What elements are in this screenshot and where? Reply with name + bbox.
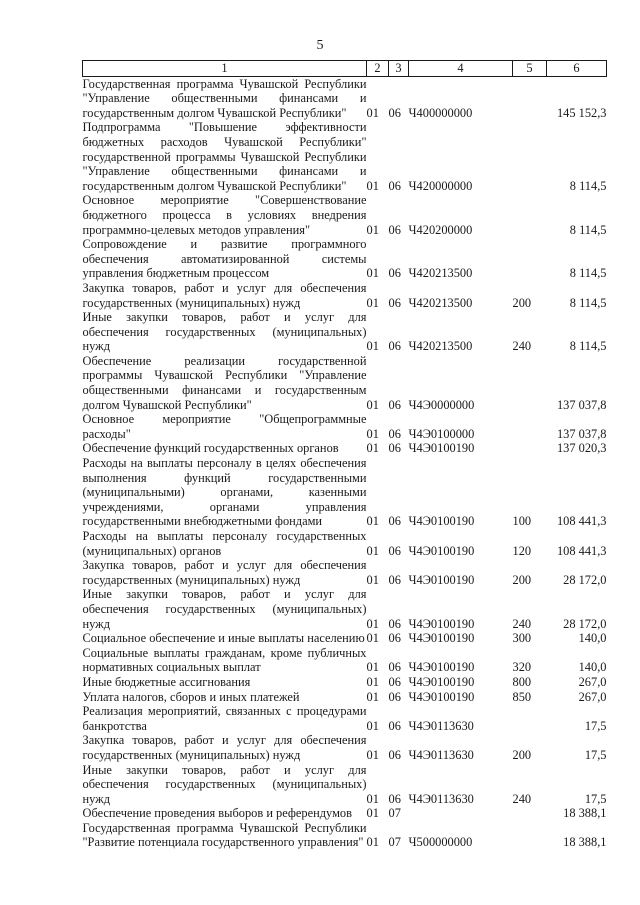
row-expense-type-cell (513, 76, 547, 120)
row-section-cell: 01 (366, 747, 379, 762)
row-expense-type-cell: 300 (512, 631, 532, 646)
table-row (83, 412, 607, 441)
table-row (83, 354, 607, 412)
table-row (83, 631, 607, 646)
row-name-cell: Закупка товаров, работ и услуг для обеспечения государственных (муниципальных) нужд (82, 733, 367, 762)
table-row (83, 529, 607, 558)
row-section-cell: 01 (366, 295, 379, 310)
row-amount-cell: 140,0 (578, 631, 607, 646)
row-name-cell: Социальные выплаты гражданам, кроме публичных нормативных социальных выплат (82, 645, 367, 675)
table-row (83, 76, 607, 120)
row-expense-type-cell (513, 704, 547, 733)
table-row (83, 806, 607, 821)
row-subsection-cell: 06 (388, 514, 401, 529)
row-subsection-cell: 06 (388, 631, 401, 646)
row-subsection-cell: 07 (388, 835, 401, 850)
row-name-cell: Иные закупки товаров, работ и услуг для обеспечения государственных (муниципальных) нужд (82, 762, 367, 806)
table-row (83, 675, 607, 690)
table-row (83, 441, 607, 456)
row-subsection-cell: 06 (388, 572, 401, 587)
column-header-6: 6 (547, 61, 607, 77)
row-expense-type-cell: 100 (512, 514, 532, 529)
table-row (83, 763, 607, 807)
row-subsection-cell: 06 (388, 222, 401, 237)
table-row (83, 281, 607, 310)
row-name-cell: Социальное обеспечение и иные выплаты населению (82, 631, 365, 646)
row-section-cell: 01 (366, 835, 379, 850)
row-amount-cell: 8 114,5 (569, 339, 607, 354)
row-amount-cell: 267,0 (578, 689, 607, 704)
row-expense-type-cell: 240 (512, 339, 532, 354)
row-subsection-cell: 06 (388, 397, 401, 412)
row-target-article-cell: Ч4Э0100190 (408, 543, 475, 558)
row-expense-type-cell (513, 806, 547, 821)
row-expense-type-cell: 120 (512, 543, 532, 558)
row-target-article-cell: Ч4Э0100190 (408, 674, 475, 689)
row-expense-type-cell: 200 (512, 572, 532, 587)
budget-table (82, 60, 607, 850)
row-amount-cell: 8 114,5 (569, 222, 607, 237)
table-header-row (83, 61, 607, 77)
row-section-cell: 01 (366, 689, 379, 704)
row-section-cell: 01 (366, 397, 379, 412)
row-subsection-cell: 06 (388, 616, 401, 631)
row-section-cell: 01 (366, 631, 379, 646)
row-target-article-cell: Ч4Э0100190 (408, 572, 475, 587)
row-amount-cell: 18 388,1 (563, 806, 607, 821)
row-expense-type-cell: 200 (512, 295, 532, 310)
row-expense-type-cell (513, 237, 547, 281)
row-name-cell: Уплата налогов, сборов и иных платежей (82, 689, 300, 704)
row-section-cell: 01 (366, 572, 379, 587)
table-row (83, 120, 607, 193)
row-amount-cell: 8 114,5 (569, 295, 607, 310)
column-header-3: 3 (389, 61, 409, 77)
page-number: 5 (316, 38, 324, 53)
row-name-cell: Иные закупки товаров, работ и услуг для обеспечения государственных (муниципальных) нужд (82, 587, 367, 631)
table-row (83, 704, 607, 733)
table-row (83, 456, 607, 529)
row-amount-cell: 137 037,8 (556, 426, 607, 441)
row-expense-type-cell (513, 412, 547, 441)
row-amount-cell: 145 152,3 (556, 105, 607, 120)
row-amount-cell: 18 388,1 (563, 835, 607, 850)
table-row (83, 821, 607, 850)
row-expense-type-cell: 240 (512, 616, 532, 631)
row-expense-type-cell: 320 (512, 660, 532, 675)
row-section-cell: 01 (366, 339, 379, 354)
row-section-cell: 01 (366, 514, 379, 529)
row-subsection-cell: 06 (388, 178, 401, 193)
row-amount-cell: 17,5 (584, 791, 607, 806)
column-header-1: 1 (83, 61, 367, 77)
row-target-article-cell (409, 806, 513, 821)
row-name-cell: Закупка товаров, работ и услуг для обеспечения государственных (муниципальных) нужд (82, 558, 367, 587)
row-target-article-cell: Ч4Э0113630 (408, 791, 474, 806)
table-row (83, 310, 607, 354)
row-section-cell: 01 (366, 718, 379, 733)
table-row (83, 690, 607, 705)
row-expense-type-cell (513, 354, 547, 412)
row-section-cell: 01 (366, 105, 379, 120)
row-target-article-cell: Ч4Э0100190 (408, 514, 475, 529)
row-name-cell: Закупка товаров, работ и услуг для обеспечения государственных (муниципальных) нужд (82, 280, 367, 310)
row-amount-cell: 8 114,5 (569, 266, 607, 281)
row-target-article-cell: Ч420213500 (408, 266, 473, 281)
row-target-article-cell: Ч4Э0100190 (408, 660, 475, 675)
row-target-article-cell: Ч420213500 (408, 339, 473, 354)
row-name-cell: Основное мероприятие "Общепрограммные расходы" (82, 412, 367, 441)
row-section-cell: 01 (366, 441, 379, 456)
row-amount-cell: 108 441,3 (556, 514, 607, 529)
row-amount-cell: 28 172,0 (563, 616, 607, 631)
row-expense-type-cell (513, 120, 547, 193)
row-subsection-cell: 06 (388, 747, 401, 762)
row-subsection-cell: 06 (388, 718, 401, 733)
row-name-cell: Обеспечение проведения выборов и референдумов (82, 806, 352, 821)
row-target-article-cell: Ч400000000 (408, 105, 473, 120)
row-subsection-cell: 07 (388, 806, 401, 821)
table-row (83, 193, 607, 237)
row-amount-cell: 108 441,3 (556, 543, 607, 558)
table-row (83, 587, 607, 631)
row-section-cell: 01 (366, 543, 379, 558)
row-subsection-cell: 06 (388, 105, 401, 120)
row-name-cell: Сопровождение и развитие программного обеспечения автоматизированной системы управления бюджетным процессом (82, 237, 367, 281)
row-amount-cell: 267,0 (578, 674, 607, 689)
row-name-cell: Иные закупки товаров, работ и услуг для обеспечения государственных (муниципальных) нужд (82, 310, 367, 354)
row-target-article-cell: Ч420213500 (408, 295, 473, 310)
table-row (83, 733, 607, 762)
row-target-article-cell: Ч4Э0113630 (408, 718, 474, 733)
row-target-article-cell: Ч4Э0100190 (408, 441, 475, 456)
row-target-article-cell: Ч4Э0100190 (408, 689, 475, 704)
column-header-5: 5 (513, 61, 547, 77)
row-subsection-cell: 06 (388, 791, 401, 806)
row-section-cell: 01 (366, 266, 379, 281)
row-expense-type-cell: 200 (512, 747, 532, 762)
row-target-article-cell: Ч500000000 (408, 835, 473, 850)
row-name-cell: Расходы на выплаты персоналу государственных (муниципальных) органов (82, 529, 367, 558)
column-header-2: 2 (367, 61, 389, 77)
table-row (83, 237, 607, 281)
row-target-article-cell: Ч420000000 (408, 178, 473, 193)
row-section-cell: 01 (366, 178, 379, 193)
row-expense-type-cell: 800 (512, 674, 532, 689)
row-target-article-cell: Ч4Э0000000 (408, 397, 475, 412)
row-expense-type-cell (513, 193, 547, 237)
table-row (83, 558, 607, 587)
row-subsection-cell: 06 (388, 295, 401, 310)
row-subsection-cell: 06 (388, 660, 401, 675)
row-subsection-cell: 06 (388, 441, 401, 456)
row-expense-type-cell: 240 (512, 791, 532, 806)
row-name-cell: Расходы на выплаты персоналу в целях обеспечения выполнения функций государственными (муниципальными) органами, казенными учреждениями, органами управления государственными внебюджетными фондами (82, 456, 367, 529)
row-amount-cell: 17,5 (584, 747, 607, 762)
row-section-cell: 01 (366, 660, 379, 675)
row-target-article-cell: Ч4Э0113630 (408, 747, 474, 762)
row-name-cell: Иные бюджетные ассигнования (82, 674, 251, 689)
row-target-article-cell: Ч420200000 (408, 222, 473, 237)
table-body (83, 76, 607, 850)
row-amount-cell: 17,5 (584, 718, 607, 733)
row-name-cell: Обеспечение функций государственных органов (82, 441, 339, 456)
row-name-cell: Основное мероприятие "Совершенствование бюджетного процесса в условиях внедрения программно-целевых методов управления" (82, 193, 367, 237)
row-name-cell: Государственная программа Чувашской Республики "Развитие потенциала государственного управления" (82, 820, 367, 850)
row-amount-cell: 140,0 (578, 660, 607, 675)
row-section-cell: 01 (366, 674, 379, 689)
row-amount-cell: 137 037,8 (556, 397, 607, 412)
row-expense-type-cell (513, 441, 547, 456)
row-target-article-cell: Ч4Э0100190 (408, 616, 475, 631)
row-amount-cell: 137 020,3 (556, 441, 607, 456)
row-section-cell: 01 (366, 806, 379, 821)
row-expense-type-cell (513, 821, 547, 850)
row-amount-cell: 28 172,0 (563, 572, 607, 587)
row-subsection-cell: 06 (388, 426, 401, 441)
row-amount-cell: 8 114,5 (569, 178, 607, 193)
row-name-cell: Государственная программа Чувашской Республики "Управление общественными финансами и государственным долгом Чувашской Республики" (82, 76, 367, 120)
row-target-article-cell: Ч4Э0100000 (408, 426, 475, 441)
column-header-4: 4 (409, 61, 513, 77)
row-name-cell: Подпрограмма "Повышение эффективности бюджетных расходов Чувашской Республики" государственной программы Чувашской Республики "Управление общественными финансами и государственным долгом Чувашской Республики" (82, 120, 367, 193)
row-section-cell: 01 (366, 791, 379, 806)
row-name-cell: Реализация мероприятий, связанных с процедурами банкротства (82, 704, 367, 733)
row-section-cell: 01 (366, 222, 379, 237)
row-subsection-cell: 06 (388, 339, 401, 354)
row-name-cell: Обеспечение реализации государственной программы Чувашской Республики "Управление общественными финансами и государственным долгом Чувашской Республики" (82, 353, 367, 412)
row-expense-type-cell: 850 (512, 689, 532, 704)
row-subsection-cell: 06 (388, 266, 401, 281)
row-section-cell: 01 (366, 616, 379, 631)
row-subsection-cell: 06 (388, 543, 401, 558)
row-subsection-cell: 06 (388, 674, 401, 689)
row-subsection-cell: 06 (388, 689, 401, 704)
row-target-article-cell: Ч4Э0100190 (408, 631, 475, 646)
table-row (83, 646, 607, 675)
row-section-cell: 01 (366, 426, 379, 441)
